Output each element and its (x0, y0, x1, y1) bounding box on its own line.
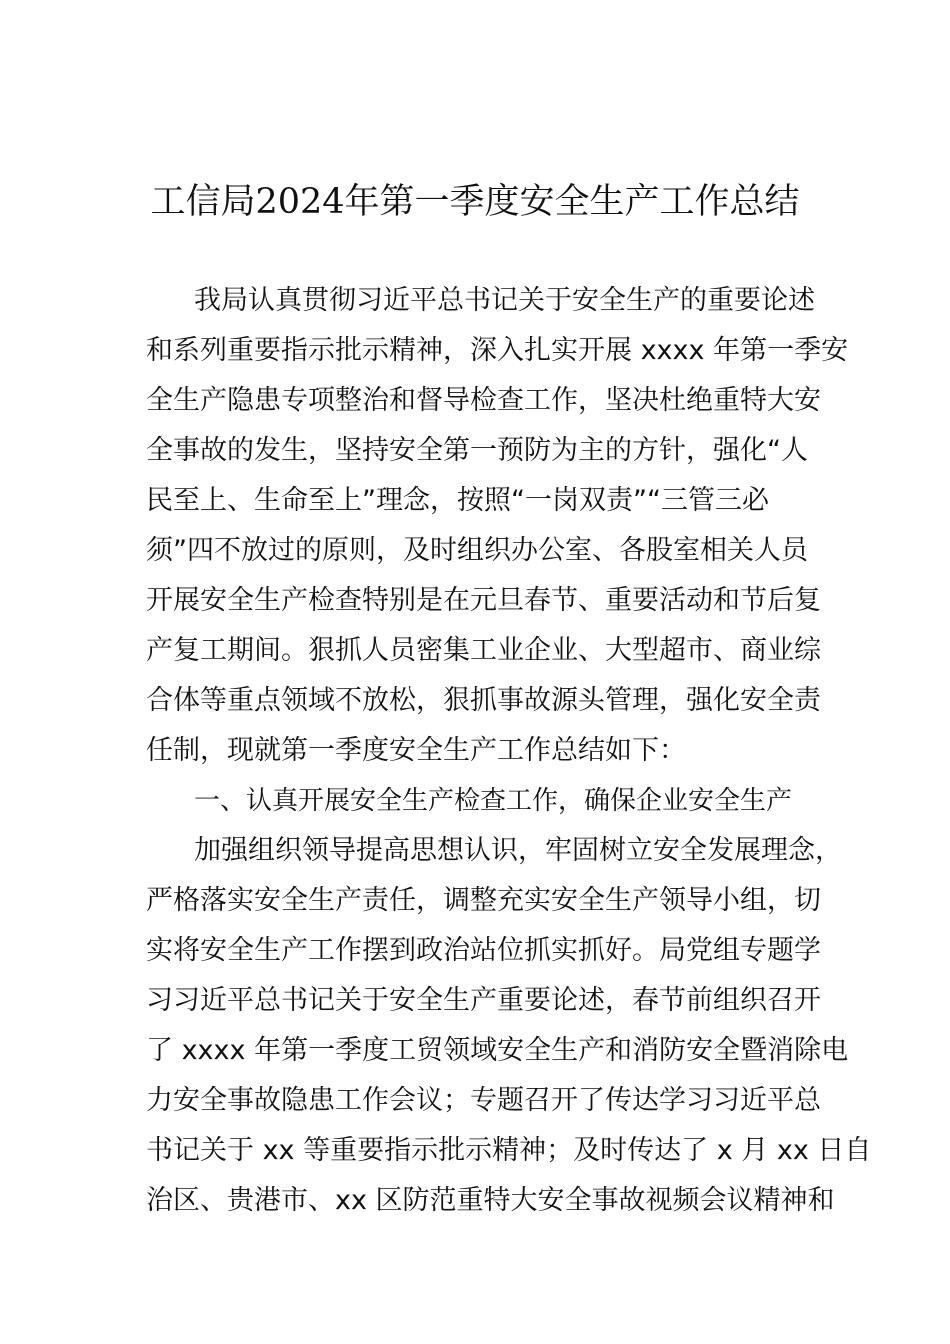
paragraph-1-line-7: 开展安全生产检查特别是在元旦春节、重要活动和节后复 (146, 585, 821, 616)
paragraph-2-line-6: 力安全事故隐患工作会议；专题召开了传达学习习近平总 (146, 1085, 821, 1116)
paragraph-2-line-5: 了 xxxx 年第一季度工贸领域安全生产和消防安全暨消除电 (146, 1035, 849, 1066)
paragraph-1-line-6: 须”四不放过的原则，及时组织办公室、各股室相关人员 (146, 535, 808, 566)
paragraph-2-line-4: 习习近平总书记关于安全生产重要论述，春节前组织召开 (146, 985, 821, 1016)
paragraph-1-line-3: 全生产隐患专项整治和督导检查工作，坚决杜绝重特大安 (146, 385, 821, 416)
paragraph-1-line-8: 产复工期间。狠抓人员密集工业企业、大型超市、商业综 (146, 635, 821, 666)
paragraph-1-line-1: 我局认真贯彻习近平总书记关于安全生产的重要论述 (194, 285, 815, 316)
paragraph-1-line-2: 和系列重要指示批示精神，深入扎实开展 xxxx 年第一季安 (146, 335, 849, 366)
paragraph-1-line-9: 合体等重点领域不放松，狠抓事故源头管理，强化安全责 (146, 685, 821, 716)
paragraph-1-line-4: 全事故的发生，坚持安全第一预防为主的方针，强化“人 (146, 435, 808, 466)
paragraph-2-line-1: 加强组织领导提高思想认识，牢固树立安全发展理念， (194, 835, 842, 866)
paragraph-2-line-7: 书记关于 xx 等重要指示批示精神；及时传达了 x 月 xx 日自 (146, 1135, 872, 1166)
paragraph-2-line-2: 严格落实安全生产责任，调整充实安全生产领导小组，切 (146, 885, 821, 916)
paragraph-2-line-8: 治区、贵港市、xx 区防范重特大安全事故视频会议精神和 (146, 1185, 835, 1216)
paragraph-2-line-3: 实将安全生产工作摆到政治站位抓实抓好。局党组专题学 (146, 935, 821, 966)
document-body (146, 276, 872, 1226)
paragraph-1-line-10: 任制，现就第一季度安全生产工作总结如下： (146, 735, 686, 766)
paragraph-1-line-5: 民至上、生命至上”理念，按照“一岗双责”“三管三必 (146, 485, 769, 516)
document-title: 工信局2024年第一季度安全生产工作总结 (150, 182, 800, 222)
section-heading-1: 一、认真开展安全生产检查工作，确保企业安全生产 (194, 786, 793, 816)
